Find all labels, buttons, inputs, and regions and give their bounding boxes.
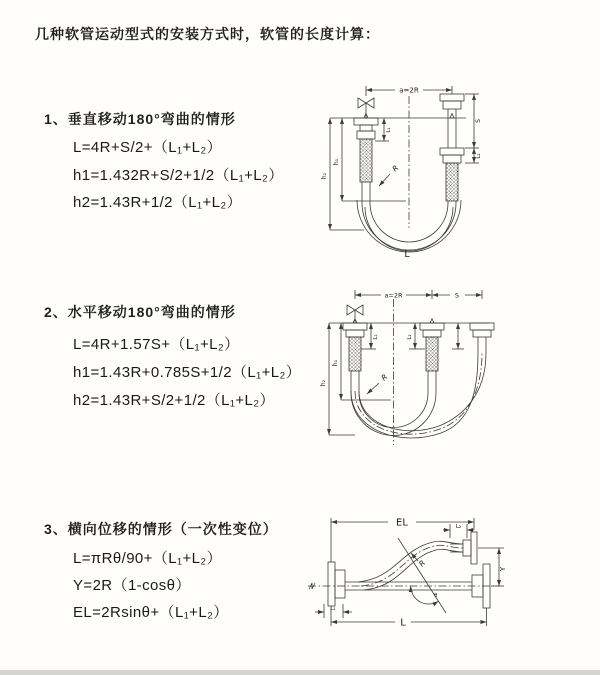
dim-l2 xyxy=(465,148,482,163)
radius-callout xyxy=(367,372,389,394)
section-2-heading: 2、水平移动180°弯曲的情形 xyxy=(44,304,236,320)
left-flange xyxy=(328,562,345,606)
section-2-formula-h1: h1=1.43R+0.785S+1/2（L₁+L₂） xyxy=(73,364,302,381)
dim-l2 xyxy=(407,323,425,349)
radius-label: R xyxy=(379,372,390,383)
section-2-formula-h2: h2=1.43R+S/2+1/2（L₁+L₂） xyxy=(73,392,275,409)
page-bottom-edge xyxy=(0,670,600,675)
dim-s-label: S xyxy=(454,291,460,300)
dim-l xyxy=(331,606,487,629)
section-1-heading: 1、垂直移动180°弯曲的情形 xyxy=(44,111,236,127)
dim-h1 xyxy=(332,323,391,400)
valve-icon xyxy=(358,98,374,118)
length-label: L xyxy=(404,249,410,260)
dim-l2-label: L₂ xyxy=(455,524,462,530)
radius-label: R xyxy=(417,558,428,569)
valve-icon xyxy=(347,305,363,323)
radius-callout xyxy=(411,553,427,568)
dim-h1-label: h₁ xyxy=(333,158,340,166)
diagram-vertical-180 xyxy=(300,70,570,260)
dim-s xyxy=(465,94,482,148)
radius-label: R xyxy=(390,163,401,174)
dim-l1 xyxy=(375,118,392,141)
section-3-formula-L: L=πRθ/90+（L₁+L₂） xyxy=(73,550,222,567)
right-fitting-upper xyxy=(440,94,464,109)
dim-a2r xyxy=(355,290,482,300)
angle-arc xyxy=(411,586,439,604)
right-fitting-lower xyxy=(440,148,464,201)
dim-a2r-label: a=2R xyxy=(399,86,419,95)
braided-hose-section xyxy=(349,337,361,371)
dim-l1-label: L₁ xyxy=(330,606,336,612)
right-pipe xyxy=(448,109,456,148)
left-fitting xyxy=(354,118,378,182)
section-3-formula-Y: Y=2R（1-cosθ） xyxy=(73,577,191,594)
section-3-formula-EL: EL=2Rsinθ+（L₁+L₂） xyxy=(73,604,229,621)
dim-l2 xyxy=(443,524,474,538)
dim-y-label: Y xyxy=(499,566,507,572)
braided-hose-section xyxy=(446,163,458,201)
dim-l1-label: L₁ xyxy=(373,334,379,340)
dim-unlabeled xyxy=(452,323,464,349)
section-1-formula-L: L=4R+S/2+（L₁+L₂） xyxy=(73,139,223,156)
hose-s-curve xyxy=(358,541,463,590)
dim-s-label: S xyxy=(475,119,482,123)
section-1-formula-h2: h2=1.43R+1/2（L₁+L₂） xyxy=(73,194,243,211)
dim-l1-label: L₁ xyxy=(386,127,392,133)
diagram-lateral-displacement xyxy=(300,492,600,672)
section-1-formula-h1: h1=1.432R+S/2+1/2（L₁+L₂） xyxy=(73,167,284,184)
dim-h2-label: h₂ xyxy=(321,172,328,180)
section-3-heading: 3、横向位移的情形（一次性变位） xyxy=(44,521,278,537)
dim-l1 xyxy=(315,604,352,618)
angle-theta-label: θ xyxy=(434,593,438,599)
dim-s-top xyxy=(432,292,482,300)
dim-h1-label: h₁ xyxy=(332,359,339,367)
dim-y xyxy=(478,548,507,586)
dim-l-label: L xyxy=(400,617,406,629)
hose-u-bend-shifted xyxy=(351,353,486,438)
dim-h2 xyxy=(321,118,364,230)
section-2-formula-L: L=4R+1.57S+（L₁+L₂） xyxy=(73,336,240,353)
dim-el xyxy=(331,518,474,563)
dim-l2-label: L₂ xyxy=(407,334,413,340)
dim-el-label: EL xyxy=(396,517,408,529)
dim-l2-label: L₂ xyxy=(476,153,482,159)
right-fitting xyxy=(470,323,494,353)
braided-hose-section xyxy=(360,139,372,182)
diagram-horizontal-180 xyxy=(303,283,593,455)
right-upper-flange xyxy=(450,532,477,564)
page-title: 几种软管运动型式的安装方式时，软管的长度计算： xyxy=(35,26,380,42)
dim-h2-label: h₂ xyxy=(320,379,327,387)
dim-a2r xyxy=(366,86,452,96)
dim-a2r-label: a=2R xyxy=(384,291,403,300)
radius-callout xyxy=(379,163,400,186)
left-fitting xyxy=(343,323,367,371)
braided-hose-section xyxy=(426,337,438,371)
middle-fitting xyxy=(420,323,444,371)
